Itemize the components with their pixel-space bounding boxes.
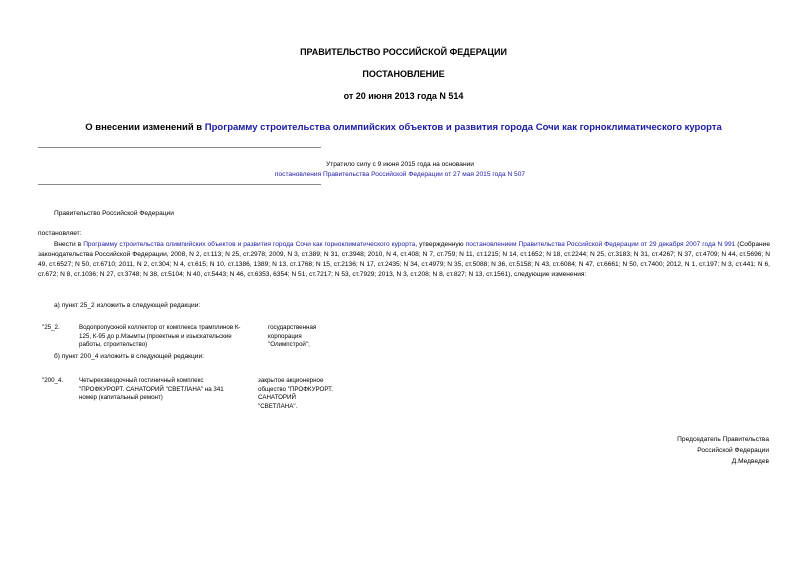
resolves-line: постановляет: <box>38 230 82 237</box>
main-paragraph <box>38 240 770 280</box>
title-prefix: О внесении изменений в <box>85 122 205 133</box>
divider-top <box>38 147 321 148</box>
table-b-number: "200_4. <box>42 377 64 384</box>
government-heading: ПРАВИТЕЛЬСТВО РОССИЙСКОЙ ФЕДЕРАЦИИ <box>300 47 507 57</box>
signature-country: Российской Федерации <box>697 447 769 454</box>
p1-text-b: , утвержденную <box>415 241 466 248</box>
divider-bottom <box>38 184 321 185</box>
table-a-organization: государственная корпорация "Олимпстрой"; <box>268 324 317 348</box>
item-a-text: а) пункт 25_2 изложить в следующей редакции: <box>54 302 201 309</box>
table-b-description: Четырехзвездочный гостиничный комплекс "ПРОФКУРОРТ. САНАТОРИЙ "СВЕТЛАНА" на 341 номер (капитальный ремонт) <box>79 377 224 401</box>
lost-force-line: Утратило силу с 9 июня 2015 года на основании <box>326 161 474 168</box>
table-a-description: Водопропускной коллектор от комплекса трамплинов К- 125, К-95 до р.Мзымты (проектные и изыскательские работы, строительство) <box>79 324 241 348</box>
table-a-number: "25_2. <box>42 324 60 331</box>
document-title <box>0 122 807 134</box>
item-b-text: б) пункт 200_4 изложить в следующей редакции: <box>54 353 205 360</box>
signature-block <box>569 434 769 467</box>
government-line: Правительство Российской Федерации <box>54 210 174 217</box>
resolution-991-link[interactable]: постановлением Правительства Российской Федерации от 29 декабря 2007 года N 991 <box>465 241 736 248</box>
program-link-inline[interactable]: Программу строительства олимпийских объектов и развития города Сочи как горноклиматического курорта <box>83 241 416 248</box>
signature-title: Председатель Правительства <box>677 436 769 443</box>
program-link[interactable]: Программу строительства олимпийских объектов и развития города Сочи как горноклиматического курорта <box>204 122 722 133</box>
p1-text-c: (Собрание законодательства Российской Федерации, 2008, N 2, ст.113; N 25, ст.2978; 2009, N 3, ст.389; N 31, ст.3948; 2010, N 4, ст.408; N 7, ст.759; N 11, ст.1215; N 14, ст.1652; N 18, ст.2244; N 25, ст.3183; N 31, ст.4267; N 37, ст.4709; N 44, ст.5696; N 49, ст.6527; N 50, ст.6710; 2011, N 2, ст.304; N 4, ст.615; N 10, ст.1386, 1389; N 13, ст.1768; N 15, ст.2136; N 17, ст.2435; N 34, ст.4979; N 35, ст.5088; N 36, ст.5158; N 43, ст.6084; N 47, ст.6661; N 50, ст.7400; 2012, N 1, ст.197; N 3, ст.441; N 6, ст.672; N 8, ст.1036; N 27, ст.3748; N 38, ст.5104; N 40, ст.5443; N 46, ст.6353, 6354; N 51, ст.7217; N 53, ст.7929; 2013, N 3, ст.208; N 8, ст.827; N 13, ст.1561), следующие изменения: <box>38 241 771 278</box>
signature-name: Д.Медведев <box>731 458 769 465</box>
lost-force-link[interactable]: постановления Правительства Российской Федерации от 27 мая 2015 года N 507 <box>274 171 526 178</box>
p1-text-a: Внести в <box>54 241 84 248</box>
table-b-organization: закрытое акционерное общество "ПРОФКУРОРТ. САНАТОРИЙ "СВЕТЛАНА". <box>258 377 333 410</box>
document-type: ПОСТАНОВЛЕНИЕ <box>362 69 445 79</box>
document-date-number: от 20 июня 2013 года N 514 <box>343 91 464 101</box>
